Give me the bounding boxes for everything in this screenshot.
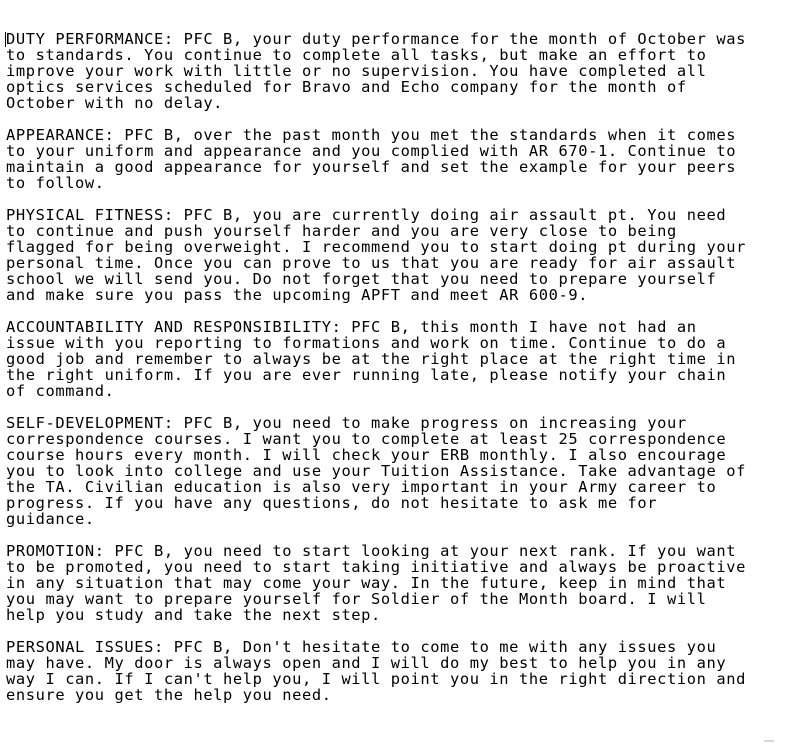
text-line: guidance. — [6, 510, 95, 528]
text-line: and make sure you pass the upcoming APFT and meet AR 600-9. — [6, 286, 589, 304]
text-line: optics services scheduled for Bravo and Echo company for the month of — [6, 78, 687, 96]
paragraph-appearance — [6, 127, 782, 191]
resize-grip — [764, 740, 774, 742]
text-line: issue with you reporting to formations and work on time. Continue to do a — [6, 334, 727, 352]
text-line: course hours every month. I will check your ERB monthly. I also encourage — [6, 446, 727, 464]
text-line: the TA. Civilian education is also very important in your Army career to — [6, 478, 717, 496]
text-line: to continue and push yourself harder and you are very close to being — [6, 222, 677, 240]
text-line: to follow. — [6, 174, 105, 192]
text-line: improve your work with little or no supervision. You have completed all — [6, 62, 707, 80]
text-line: ensure you get the help you need. — [6, 686, 332, 704]
paragraph-promotion — [6, 543, 782, 623]
text-line: progress. If you have any questions, do not hesitate to ask me for — [6, 494, 658, 512]
text-line: to be promoted, you need to start taking initiative and always be proactive — [6, 558, 746, 576]
text-line: DUTY PERFORMANCE: PFC B, your duty performance for the month of October was — [6, 30, 746, 48]
text-line: SELF-DEVELOPMENT: PFC B, you need to make progress on increasing your — [6, 414, 687, 432]
text-line: PERSONAL ISSUES: PFC B, Don't hesitate to come to me with any issues you — [6, 638, 717, 656]
paragraph-personal-issues — [6, 639, 782, 703]
text-line: personal time. Once you can prove to us that you are ready for air assault — [6, 254, 737, 272]
text-line: way I can. If I can't help you, I will point you in the right direction and — [6, 670, 746, 688]
text-line: you may want to prepare yourself for Soldier of the Month board. I will — [6, 590, 707, 608]
text-line: PHYSICAL FITNESS: PFC B, you are currently doing air assault pt. You need — [6, 206, 727, 224]
paragraph-duty-performance — [6, 31, 782, 111]
text-line: ACCOUNTABILITY AND RESPONSIBILITY: PFC B, this month I have not had an — [6, 318, 697, 336]
text-line: school we will send you. Do not forget that you need to prepare yourself — [6, 270, 717, 288]
text-line: in any situation that may come your way. In the future, keep in mind that — [6, 574, 727, 592]
document-text-area[interactable] — [6, 31, 782, 719]
text-line: maintain a good appearance for yourself and set the example for your peers — [6, 158, 737, 176]
text-line: the right uniform. If you are ever running late, please notify your chain — [6, 366, 727, 384]
text-cursor — [5, 32, 6, 47]
text-line: you to look into college and use your Tuition Assistance. Take advantage of — [6, 462, 746, 480]
text-line: may have. My door is always open and I will do my best to help you in any — [6, 654, 727, 672]
paragraph-accountability — [6, 319, 782, 399]
text-line: PROMOTION: PFC B, you need to start looking at your next rank. If you want — [6, 542, 737, 560]
text-line: good job and remember to always be at the right place at the right time in — [6, 350, 737, 368]
text-line: to standards. You continue to complete all tasks, but make an effort to — [6, 46, 707, 64]
text-line: October with no delay. — [6, 94, 224, 112]
text-line: correspondence courses. I want you to complete at least 25 correspondence — [6, 430, 727, 448]
text-line: help you study and take the next step. — [6, 606, 381, 624]
text-line: to your uniform and appearance and you complied with AR 670-1. Continue to — [6, 142, 737, 160]
text-line: APPEARANCE: PFC B, over the past month you met the standards when it comes — [6, 126, 737, 144]
paragraph-physical-fitness — [6, 207, 782, 303]
text-line: of command. — [6, 382, 115, 400]
text-line: flagged for being overweight. I recommend you to start doing pt during your — [6, 238, 746, 256]
paragraph-self-development — [6, 415, 782, 527]
